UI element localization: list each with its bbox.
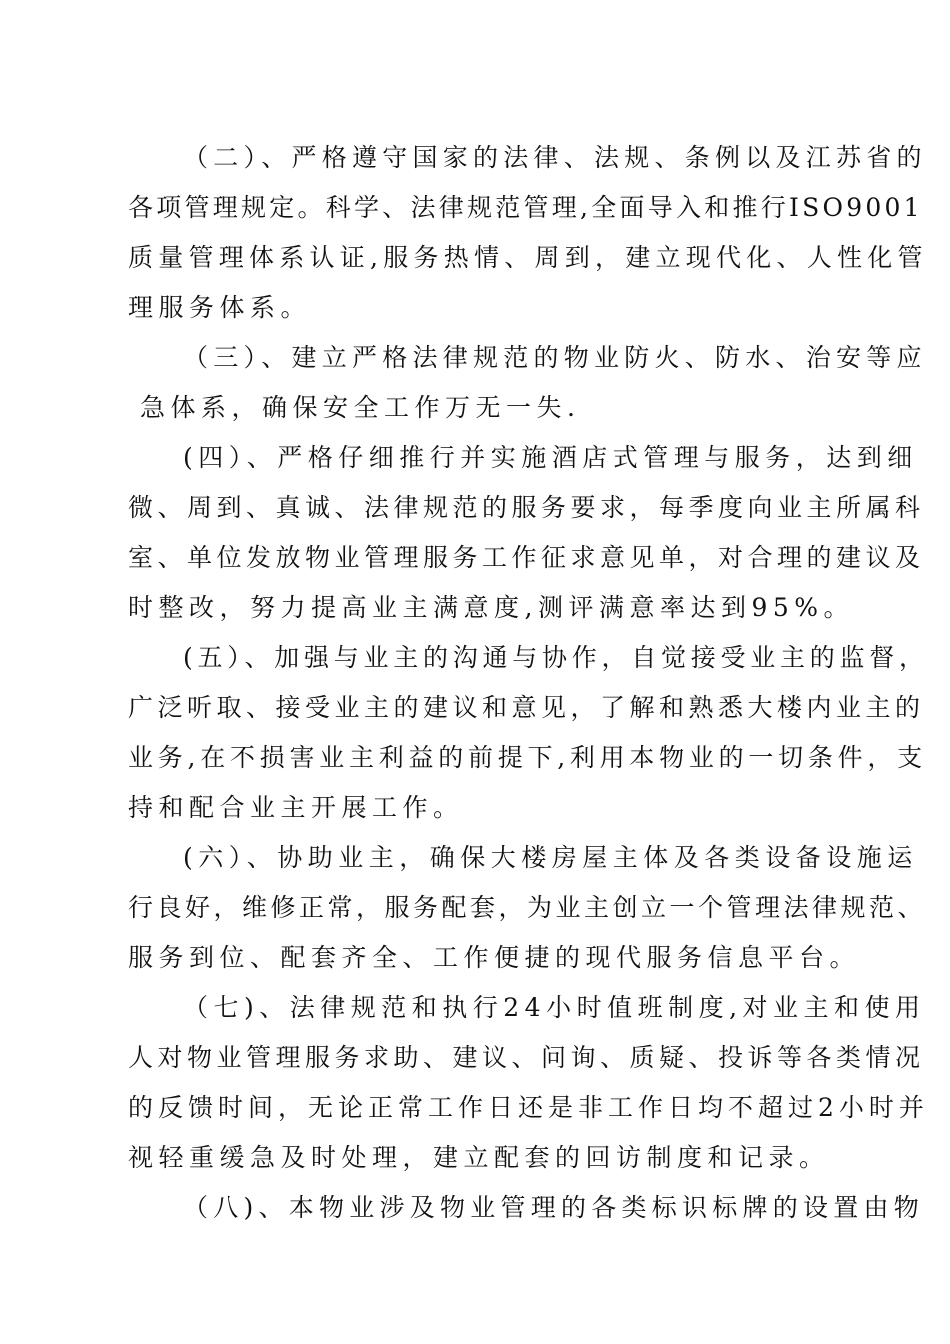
paragraph-6-line-1: (六）、协助业主，确保大楼房屋主体及各类设备设施运 <box>183 843 918 872</box>
paragraph-3-line-2: 急体系，确保安全工作万无一失. <box>140 393 581 422</box>
paragraph-7-line-4: 视轻重缓急及时处理，建立配套的回访制度和记录。 <box>128 1143 830 1172</box>
paragraph-7-line-1: （七)、法律规范和执行24小时值班制度,对业主和使用 <box>183 993 926 1022</box>
paragraph-5-line-4: 持和配合业主开展工作。 <box>128 793 464 822</box>
paragraph-7-line-3: 的反馈时间，无论正常工作日还是非工作日均不超过2小时并 <box>128 1093 929 1122</box>
paragraph-3-line-1: （三）、建立严格法律规范的物业防火、防水、治安等应 <box>183 343 927 372</box>
paragraph-2-line-4: 理服务体系。 <box>128 293 312 322</box>
paragraph-6-line-3: 服务到位、配套齐全、工作便捷的现代服务信息平台。 <box>128 943 861 972</box>
paragraph-6-line-2: 行良好，维修正常，服务配套，为业主创立一个管理法律规范、 <box>128 893 927 922</box>
paragraph-5-line-2: 广泛听取、接受业主的建议和意见，了解和熟悉大楼内业主的 <box>128 693 925 722</box>
paragraph-2-line-2: 各项管理规定。科学、法律规范管理,全面导入和推行ISO9001 <box>128 193 923 222</box>
paragraph-2-line-1: （二）、严格遵守国家的法律、法规、条例以及江苏省的 <box>183 143 927 172</box>
paragraph-4-line-1: (四）、严格仔细推行并实施酒店式管理与服务，达到细 <box>183 443 918 472</box>
paragraph-4-line-2: 微、周到、真诚、法律规范的服务要求，每季度向业主所属科 <box>128 493 925 522</box>
paragraph-5-line-1: (五）、加强与业主的沟通与协作，自觉接受业主的监督， <box>183 643 929 672</box>
paragraph-4-line-3: 室、单位发放物业管理服务工作征求意见单，对合理的建议及 <box>128 543 925 572</box>
paragraph-4-line-4: 时整改，努力提高业主满意度,测评满意率达到95%。 <box>128 593 855 622</box>
paragraph-2-line-3: 质量管理体系认证,服务热情、周到，建立现代化、人性化管 <box>128 243 928 272</box>
paragraph-5-line-3: 业务,在不损害业主利益的前提下,利用本物业的一切条件，支 <box>128 743 927 772</box>
paragraph-7-line-2: 人对物业管理服务求助、建议、问询、质疑、投诉等各类情况 <box>128 1043 925 1072</box>
paragraph-8-line-1: （八)、本物业涉及物业管理的各类标识标牌的设置由物 <box>183 1193 925 1222</box>
